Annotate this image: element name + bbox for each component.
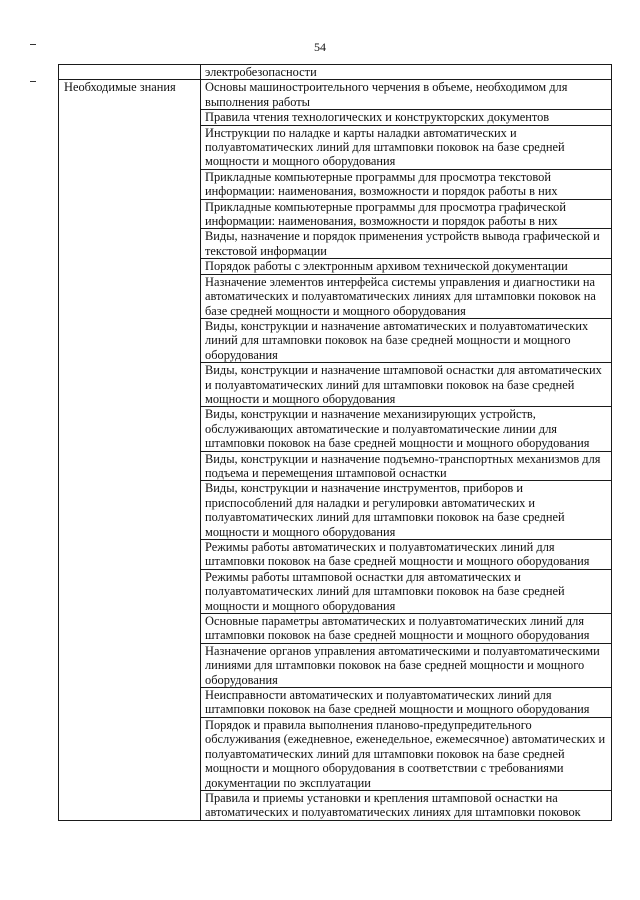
- knowledge-item: Виды, конструкции и назначение механизирующих устройств, обслуживающих автоматические и полуавтоматические линии для штамповки поковок на базе средней мощности и мощного оборудования: [201, 407, 612, 451]
- margin-mark: [30, 81, 36, 82]
- knowledge-item: Виды, назначение и порядок применения устройств вывода графической и текстовой информации: [201, 229, 612, 259]
- knowledge-item: Неисправности автоматических и полуавтоматических линий для штамповки поковок на базе средней мощности и мощного оборудования: [201, 688, 612, 718]
- knowledge-item: Правила чтения технологических и конструкторских документов: [201, 110, 612, 125]
- knowledge-item: Прикладные компьютерные программы для просмотра графической информации: наименования, возможности и порядок работы в них: [201, 199, 612, 229]
- knowledge-item: Назначение элементов интерфейса системы управления и диагностики на автоматических и полуавтоматических линиях для штамповки поковок на базе средней мощности и мощного оборудования: [201, 274, 612, 318]
- section-label-cell: Необходимые знания: [59, 80, 201, 820]
- knowledge-item: Виды, конструкции и назначение инструментов, приборов и приспособлений для наладки и регулировки автоматических и полуавтоматических линий для штамповки поковок на базе средней мощности и мощного оборудования: [201, 481, 612, 540]
- knowledge-item: Основы машиностроительного черчения в объеме, необходимом для выполнения работы: [201, 80, 612, 110]
- page-number: 54: [314, 40, 326, 54]
- table-row: [59, 65, 612, 80]
- knowledge-item: Порядок работы с электронным архивом технической документации: [201, 259, 612, 274]
- knowledge-item: Правила и приемы установки и крепления штамповой оснастки на автоматических и полуавтоматических линиях для штамповки поковок: [201, 790, 612, 820]
- knowledge-item: Основные параметры автоматических и полуавтоматических линий для штамповки поковок на базе средней мощности и мощного оборудования: [201, 614, 612, 644]
- knowledge-item: Инструкции по наладке и карты наладки автоматических и полуавтоматических линий для штамповки поковок на базе средней мощности и мощного оборудования: [201, 125, 612, 169]
- row-label-cell: [59, 65, 201, 80]
- knowledge-item: Виды, конструкции и назначение подъемно-транспортных механизмов для подъема и перемещения штамповой оснастки: [201, 451, 612, 481]
- knowledge-item: Виды, конструкции и назначение автоматических и полуавтоматических линий для штамповки поковок на базе средней мощности и мощного оборудования: [201, 318, 612, 362]
- table-row: [59, 80, 612, 110]
- knowledge-item: Виды, конструкции и назначение штамповой оснастки для автоматических и полуавтоматических линий для штамповки поковок на базе средней мощности и мощного оборудования: [201, 363, 612, 407]
- row-text-cell: электробезопасности: [201, 65, 612, 80]
- knowledge-item: Порядок и правила выполнения планово-предупредительного обслуживания (ежедневное, еженедельное, ежемесячное) автоматических и полуавтоматических линий для штамповки поковок на базе средней мощности и мощного оборудования в соответствии с требованиями документации по эксплуатации: [201, 717, 612, 790]
- knowledge-item: Прикладные компьютерные программы для просмотра текстовой информации: наименования, возможности и порядок работы в них: [201, 169, 612, 199]
- margin-mark: [30, 44, 36, 45]
- knowledge-item: Назначение органов управления автоматическими и полуавтоматическими линиями для штамповки поковок на базе средней мощности и мощного оборудования: [201, 643, 612, 687]
- knowledge-item: Режимы работы штамповой оснастки для автоматических и полуавтоматических линий для штамповки поковок на базе средней мощности и мощного оборудования: [201, 569, 612, 613]
- requirements-table: [58, 64, 612, 821]
- knowledge-item: Режимы работы автоматических и полуавтоматических линий для штамповки поковок на базе средней мощности и мощного оборудования: [201, 540, 612, 570]
